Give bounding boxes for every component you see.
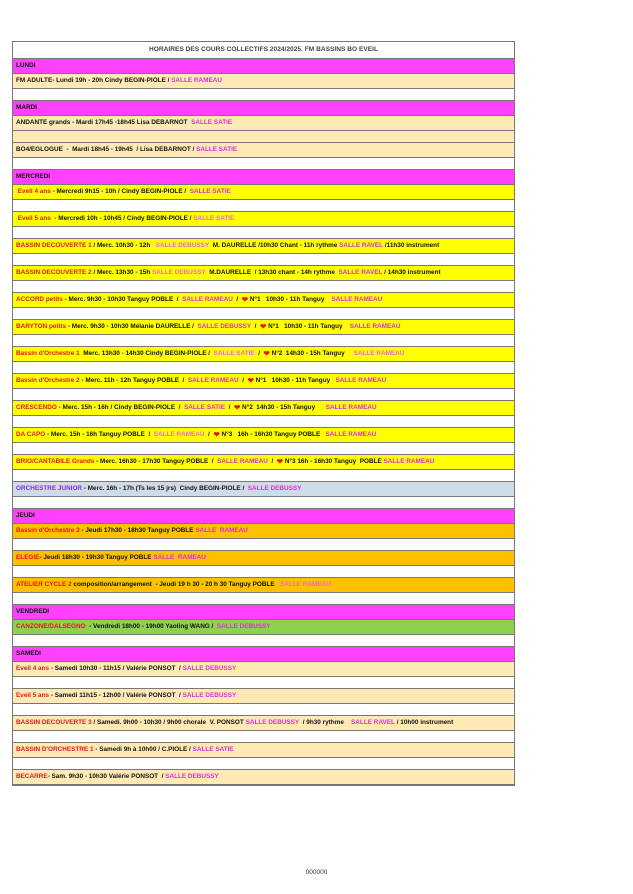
row-text: Merc. 13h30 - 14h30 Cindy BEGIN-PIOLE / bbox=[79, 349, 214, 357]
room-label: SALLE SATIE bbox=[192, 745, 234, 753]
row-text: - Jeudi 18h30 - 19h30 Tanguy POBLE bbox=[39, 553, 154, 561]
heart-icon: ❤ bbox=[260, 322, 267, 332]
room-label: SALLE RAMEAU bbox=[331, 295, 383, 303]
spacer-row bbox=[13, 539, 514, 551]
row-text: - Samedi 10h30 - 11h15 / Valérie PONSOT / bbox=[49, 664, 183, 672]
day-label: MERCREDI bbox=[16, 172, 51, 180]
heart-icon: ❤ bbox=[276, 457, 284, 467]
row-text: / bbox=[204, 430, 214, 438]
spacer-row bbox=[13, 281, 514, 293]
course-row bbox=[13, 524, 514, 539]
room-label: SALLE RAMEAU bbox=[217, 457, 268, 465]
room-label: SALLE RAVEL bbox=[338, 268, 383, 276]
row-text: M. DAURELLE /10h30 Chant - 11h rythme bbox=[209, 241, 340, 249]
day-header bbox=[13, 59, 514, 74]
room-label: SALLE SATIE bbox=[189, 187, 231, 195]
row-text: N°2 14h30 - 15h Tanguy bbox=[240, 403, 326, 411]
spacer-row bbox=[13, 593, 514, 605]
row-text: - Mardi 17h45 -18h45 Lisa DEBARNOT bbox=[70, 118, 192, 126]
spacer-row bbox=[13, 758, 514, 770]
room-label: SALLE RAVEL bbox=[351, 718, 395, 726]
course-name: DA CAPO bbox=[16, 430, 46, 438]
course-name: BASSIN D'ORCHESTRE 1 bbox=[16, 745, 94, 753]
course-row bbox=[13, 770, 514, 785]
row-text: / bbox=[232, 295, 242, 303]
course-name: FM ADULTE bbox=[16, 76, 53, 84]
room-label: SALLE SATIE bbox=[183, 403, 226, 411]
course-name: ANDANTE grands bbox=[16, 118, 71, 126]
course-name: Eveil 5 ans bbox=[16, 691, 50, 699]
room-label: SALLE DEBUSSY bbox=[216, 622, 271, 630]
row-text: / bbox=[238, 376, 248, 384]
course-row bbox=[13, 347, 514, 362]
course-name: ACCORD petits bbox=[16, 295, 63, 303]
course-name: Eveil 4 ans bbox=[16, 664, 50, 672]
room-label: SALLE RAMEAU bbox=[349, 322, 401, 330]
row-text: /11h30 instrument bbox=[383, 241, 440, 249]
row-text: - Sam. 9h30 - 10h30 Valérie PONSOT / bbox=[47, 772, 166, 780]
room-label: SALLE DEBUSSY bbox=[197, 322, 252, 330]
heart-icon: ❤ bbox=[241, 295, 249, 305]
course-name: BASSIN DECOUVERTE 3 bbox=[16, 718, 92, 726]
room-label: SALLE RAMEAU bbox=[171, 76, 222, 84]
spacer-row bbox=[13, 158, 514, 170]
course-row bbox=[13, 455, 514, 470]
room-label: SALLE DEBUSSY bbox=[165, 772, 219, 780]
course-name: BARYTON petits bbox=[16, 322, 67, 330]
row-text: - Samedi 11h15 - 12h00 / Valérie PONSOT / bbox=[49, 691, 183, 699]
course-name: ORCHESTRE JUNIOR bbox=[16, 484, 83, 492]
day-header bbox=[13, 605, 514, 620]
course-row bbox=[13, 551, 514, 566]
course-name: CANZONE/DALSEGNO bbox=[16, 622, 86, 630]
course-row bbox=[13, 320, 514, 335]
course-name: ATELIER CYCLE 2 bbox=[16, 580, 72, 588]
course-row bbox=[13, 116, 514, 131]
row-text: - Merc. 16h - 17h (Ts les 15 jrs) Cindy BEGIN-PIOLE / bbox=[82, 484, 248, 492]
course-row bbox=[13, 401, 514, 416]
spacer-row bbox=[13, 308, 514, 320]
row-text: - Samedi 9h à 10h00 / C.PIOLE / bbox=[93, 745, 193, 753]
room-label: SALLE DEBUSSY bbox=[182, 664, 237, 672]
day-header bbox=[13, 509, 514, 524]
row-text: composition/arrangement - Jeudi 19 h 30 - 20 h 30 Tanguy POBLE bbox=[71, 580, 280, 588]
row-text: M.DAURELLE / 13h30 chant - 14h rythme bbox=[205, 268, 339, 276]
day-header bbox=[13, 101, 514, 116]
course-row bbox=[13, 374, 514, 389]
row-text: - Vendredi 18h00 - 19h00 Yaoling WANG / bbox=[85, 622, 217, 630]
row-text: / Samedi. 9h00 - 10h30 / 9h00 chorale V. PONSOT bbox=[91, 718, 246, 726]
row-text: / 14h30 instrument bbox=[382, 268, 441, 276]
spacer-row bbox=[13, 131, 514, 143]
room-label: SALLE RAMEAU bbox=[153, 553, 206, 561]
course-row bbox=[13, 185, 514, 200]
room-label: SALLE RAMEAU bbox=[187, 376, 239, 384]
room-label: SALLE SATIE bbox=[196, 145, 238, 153]
course-name: Eveil 5 ans bbox=[16, 214, 51, 222]
row-text: - Merc. 16h30 - 17h30 Tanguy POBLE / bbox=[94, 457, 218, 465]
spacer-row bbox=[13, 704, 514, 716]
room-label: SALLE SATIE bbox=[213, 349, 255, 357]
room-label: SALLE RAMEAU bbox=[325, 430, 377, 438]
spacer-row bbox=[13, 389, 514, 401]
course-row bbox=[13, 620, 514, 635]
spacer-row bbox=[13, 254, 514, 266]
row-text: N°1 10h30 - 11h Tanguy bbox=[253, 376, 336, 384]
day-header bbox=[13, 647, 514, 662]
course-name: BO4/EGLOGUE bbox=[16, 145, 63, 153]
course-name: BRIO/CANTABILE Grands bbox=[16, 457, 95, 465]
day-label: SAMEDI bbox=[16, 649, 41, 657]
spacer-row bbox=[13, 497, 514, 509]
row-text: N°1 10h30 - 11h Tanguy bbox=[266, 322, 350, 330]
row-text: / bbox=[225, 403, 234, 411]
course-row bbox=[13, 716, 514, 731]
row-text: - Mercredi 9h15 - 10h / Cindy BEGIN-PIOLE / bbox=[50, 187, 190, 195]
spacer-row bbox=[13, 566, 514, 578]
row-text: - Lundi 19h - 20h Cindy BEGIN-PIOLE / bbox=[52, 76, 172, 84]
row-text: / bbox=[251, 322, 260, 330]
row-text: - Merc. 9h30 - 10h30 Tanguy POBLE / bbox=[62, 295, 183, 303]
room-label: SALLE SATIE bbox=[193, 214, 235, 222]
row-text: / Merc. 10h30 - 12h bbox=[91, 241, 156, 249]
spacer-row bbox=[13, 635, 514, 647]
course-name: Bassin d'Orchestre 3 bbox=[16, 526, 80, 534]
room-label: SALLE RAMEAU bbox=[383, 457, 435, 465]
day-label: LUNDI bbox=[16, 61, 36, 69]
spacer-row bbox=[13, 443, 514, 455]
row-text: - Merc. 11h - 12h Tanguy POBLE / bbox=[79, 376, 188, 384]
page-title: HORAIRES DES COURS COLLECTIFS 2024/2025. FM BASSINS BO EVEIL bbox=[13, 41, 514, 59]
day-label: VENDREDI bbox=[16, 607, 50, 615]
course-row bbox=[13, 239, 514, 254]
room-label: SALLE RAMEAU bbox=[325, 403, 377, 411]
row-text: - Mercredi 10h - 10h45 / Cindy BEGIN-PIOLE / bbox=[50, 214, 194, 222]
room-label: SALLE RAMEAU bbox=[182, 295, 233, 303]
heart-icon: ❤ bbox=[263, 349, 270, 359]
spacer-row bbox=[13, 731, 514, 743]
course-name: ELEGIE bbox=[16, 553, 40, 561]
heart-icon: ❤ bbox=[233, 403, 241, 413]
row-text: - Jeudi 17h30 - 18h30 Tanguy POBLE bbox=[79, 526, 196, 534]
room-label: SALLE DEBUSSY bbox=[247, 484, 302, 492]
course-row bbox=[13, 662, 514, 677]
room-label: SALLE RAMEAU bbox=[195, 526, 248, 534]
room-label: SALLE RAMEAU bbox=[353, 349, 405, 357]
row-text: - Mardi 18h45 - 19h45 / Lisa DEBARNOT / bbox=[62, 145, 197, 153]
room-label: SALLE RAMEAU bbox=[335, 376, 387, 384]
room-label: SALLE RAMEAU bbox=[153, 430, 205, 438]
course-row bbox=[13, 482, 514, 497]
day-label: JEUDI bbox=[16, 511, 35, 519]
course-name: Eveil 4 ans bbox=[16, 187, 51, 195]
course-row bbox=[13, 212, 514, 227]
room-label: SALLE DEBUSSY bbox=[152, 268, 206, 276]
spacer-row bbox=[13, 89, 514, 101]
heart-icon: ❤ bbox=[213, 430, 220, 440]
spacer-row bbox=[13, 200, 514, 212]
course-name: Bassin d'Orchestre 1 bbox=[16, 349, 80, 357]
row-text: / Merc. 13h30 - 15h bbox=[91, 268, 153, 276]
row-text: N°3 16h - 16h30 Tanguy POBLE bbox=[283, 457, 384, 465]
day-header bbox=[13, 170, 514, 185]
day-label: MARDI bbox=[16, 103, 37, 111]
row-text: - Merc. 15h - 16h Tanguy POBLE / bbox=[45, 430, 154, 438]
schedule-rows bbox=[13, 59, 514, 785]
course-name: BASSIN DECOUVERTE 1 bbox=[16, 241, 92, 249]
row-text: / 9h30 rythme bbox=[299, 718, 352, 726]
heart-icon: ❤ bbox=[247, 376, 254, 386]
row-text: / bbox=[267, 457, 277, 465]
room-label: SALLE DEBUSSY bbox=[155, 241, 210, 249]
spacer-row bbox=[13, 416, 514, 428]
course-row bbox=[13, 266, 514, 281]
row-text: N°2 14h30 - 15h Tanguy bbox=[269, 349, 354, 357]
spacer-row bbox=[13, 362, 514, 374]
course-name: BECARRE bbox=[16, 772, 48, 780]
course-name: CRESCENDO bbox=[16, 403, 57, 411]
row-text: / bbox=[254, 349, 264, 357]
row-text: - Merc. 9h30 - 10h30 Mélanie DAURELLE / bbox=[66, 322, 198, 330]
row-text: N°1 10h30 - 11h Tanguy bbox=[248, 295, 332, 303]
room-label: SALLE RAMEAU bbox=[279, 580, 331, 588]
course-row bbox=[13, 743, 514, 758]
row-text: / 10h00 instrument bbox=[394, 718, 454, 726]
spacer-row bbox=[13, 335, 514, 347]
course-row bbox=[13, 143, 514, 158]
course-row bbox=[13, 293, 514, 308]
course-row bbox=[13, 578, 514, 593]
page-footer: 000000 bbox=[305, 869, 328, 876]
course-row bbox=[13, 428, 514, 443]
spacer-row bbox=[13, 677, 514, 689]
schedule-table bbox=[12, 41, 515, 786]
spacer-row bbox=[13, 227, 514, 239]
room-label: SALLE RAVEL bbox=[339, 241, 384, 249]
spacer-row bbox=[13, 470, 514, 482]
room-label: SALLE SATIE bbox=[191, 118, 233, 126]
room-label: SALLE DEBUSSY bbox=[182, 691, 237, 699]
course-row bbox=[13, 689, 514, 704]
course-name: BASSIN DECOUVERTE 2 bbox=[16, 268, 92, 276]
row-text: N°3 16h - 16h30 Tanguy POBLE bbox=[219, 430, 326, 438]
room-label: SALLE DEBUSSY bbox=[245, 718, 300, 726]
course-name: Bassin d'Orchestre 2 bbox=[16, 376, 80, 384]
row-text: - Merc. 15h - 16h / Cindy BEGIN-PIOLE / bbox=[56, 403, 184, 411]
course-row bbox=[13, 74, 514, 89]
